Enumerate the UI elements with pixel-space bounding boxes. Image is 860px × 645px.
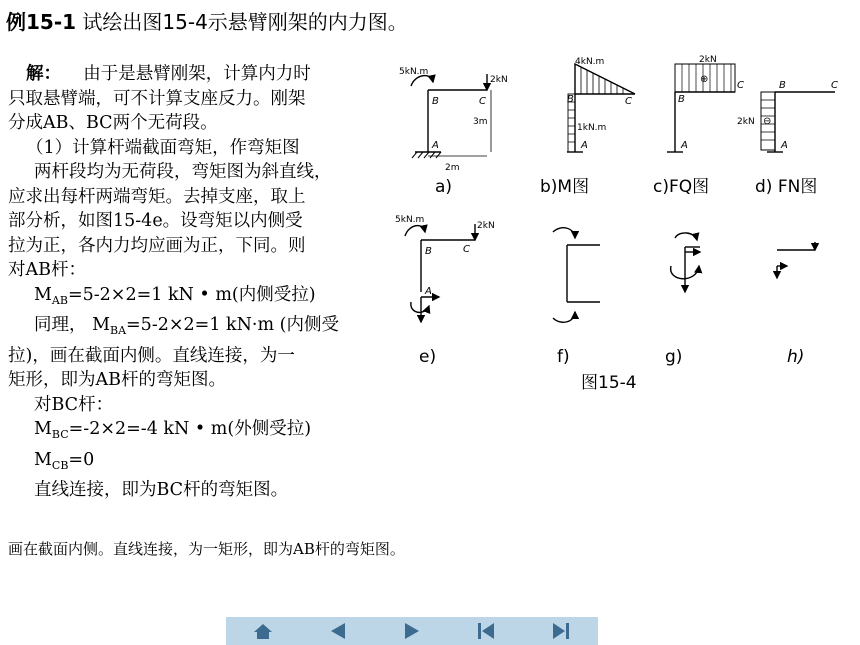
label-e-force: 2kN xyxy=(477,221,495,231)
page-title xyxy=(6,6,408,35)
eq-rest: =5-2×2=1 kN·m (内侧受 xyxy=(126,315,339,335)
first-button[interactable] xyxy=(466,619,506,643)
solution-label: 解： xyxy=(26,64,61,84)
text-line: 应求出每杆两端弯矩。去掉支座，取上 xyxy=(8,186,306,207)
point-b: B xyxy=(567,94,574,105)
text-line: 只取悬臂端，可不计算支座反力。刚架 xyxy=(8,88,306,109)
label-a-force: 2kN xyxy=(490,75,508,85)
prev-icon xyxy=(327,622,349,640)
nav-bar xyxy=(226,617,598,645)
text-line: 对BC杆： xyxy=(34,394,114,415)
equation-mbc xyxy=(8,417,393,448)
text-line: 对AB杆： xyxy=(8,260,86,280)
solution-text xyxy=(8,62,393,503)
caption-d: d) FN图 xyxy=(755,177,818,197)
point-a: A xyxy=(581,140,588,151)
title-text: 试绘出图15-4示悬臂刚架的内力图。 xyxy=(82,10,408,34)
diagram-a xyxy=(411,74,491,158)
text-line: 拉)，画在截面内侧。直线连接，为一 xyxy=(8,345,295,366)
eq-symbol: 同理， M xyxy=(34,315,110,335)
label-a-moment: 5kN.m xyxy=(399,67,429,77)
point-a: A xyxy=(425,286,432,297)
point-b: B xyxy=(425,246,432,257)
frame-figure xyxy=(395,52,850,397)
label-a-width: 2m xyxy=(445,163,460,173)
point-a: A xyxy=(781,140,788,151)
eq-subscript: BC xyxy=(51,428,69,441)
diagram-f xyxy=(553,228,600,323)
point-c: C xyxy=(831,80,838,91)
text-line xyxy=(8,62,393,87)
footnote: 画在截面内侧。直线连接，为一矩形，即为AB杆的弯矩图。 xyxy=(8,540,405,558)
eq-rest: =0 xyxy=(68,449,95,470)
equation-mab xyxy=(8,283,393,314)
next-icon xyxy=(401,622,423,640)
point-a: A xyxy=(681,140,688,151)
caption-e: e) xyxy=(419,347,437,367)
equation-mcb xyxy=(8,448,393,479)
label-e-moment: 5kN.m xyxy=(395,215,425,225)
label-c-top: 2kN xyxy=(699,55,717,65)
last-icon xyxy=(550,622,572,640)
caption-a: a) xyxy=(435,177,453,197)
caption-b: b)M图 xyxy=(540,177,590,197)
point-b: B xyxy=(432,96,439,107)
diagram-h xyxy=(777,242,815,278)
point-c: C xyxy=(737,80,744,91)
text-span: 由于是悬臂刚架，计算内力时 xyxy=(83,64,311,84)
text-line: 部分析，如图15-4e。设弯矩以内侧受 xyxy=(8,211,303,231)
label-d-side: 2kN xyxy=(737,117,755,127)
eq-symbol: M xyxy=(34,419,52,439)
eq-subscript: AB xyxy=(51,293,68,307)
caption-c: c)FQ图 xyxy=(653,177,710,197)
diagram-d xyxy=(761,92,835,152)
eq-symbol: M xyxy=(34,284,52,305)
first-icon xyxy=(475,622,497,640)
eq-subscript: CB xyxy=(51,458,69,472)
point-c: C xyxy=(625,96,632,107)
point-a: A xyxy=(432,140,439,151)
text-line: 拉为正，各内力均应画为正，下同。则 xyxy=(8,235,306,256)
caption-g: g) xyxy=(665,347,683,367)
label-b-side: 1kN.m xyxy=(577,123,607,133)
text-line: 矩形，即为AB杆的弯矩图。 xyxy=(8,370,226,390)
label-b-top: 4kN.m xyxy=(575,57,605,67)
diagram-g xyxy=(671,233,700,292)
equation-mba xyxy=(8,313,393,344)
point-c: C xyxy=(463,244,470,255)
home-button[interactable] xyxy=(243,619,283,643)
point-b: B xyxy=(678,94,685,105)
diagram-e xyxy=(405,224,475,322)
text-line: （1）计算杆端截面弯矩，作弯矩图 xyxy=(26,137,300,158)
eq-rest: =5-2×2=1 kN • m(内侧受拉) xyxy=(67,284,316,305)
example-number: 例15-1 xyxy=(6,10,77,34)
prev-button[interactable] xyxy=(318,619,358,643)
next-button[interactable] xyxy=(392,619,432,643)
eq-symbol: M xyxy=(34,449,52,470)
point-c: C xyxy=(479,96,486,107)
eq-subscript: BA xyxy=(109,324,127,337)
label-a-height: 3m xyxy=(473,117,488,127)
text-line: 直线连接，即为BC杆的弯矩图。 xyxy=(34,480,289,500)
point-b: B xyxy=(779,80,786,91)
home-icon xyxy=(252,622,274,640)
minus-sign: ⊖ xyxy=(763,116,772,127)
caption-f: f) xyxy=(557,347,570,367)
text-line: 两杆段均为无荷段，弯矩图为斜直线， xyxy=(34,162,332,182)
plus-sign: ⊕ xyxy=(700,74,709,85)
text-line: 分成AB、BC两个无荷段。 xyxy=(8,113,218,133)
eq-rest: =-2×2=-4 kN • m(外侧受拉) xyxy=(68,419,312,439)
diagram-b xyxy=(567,64,635,152)
last-button[interactable] xyxy=(541,619,581,643)
figure-caption: 图15-4 xyxy=(581,373,637,393)
caption-h: h) xyxy=(787,347,805,367)
